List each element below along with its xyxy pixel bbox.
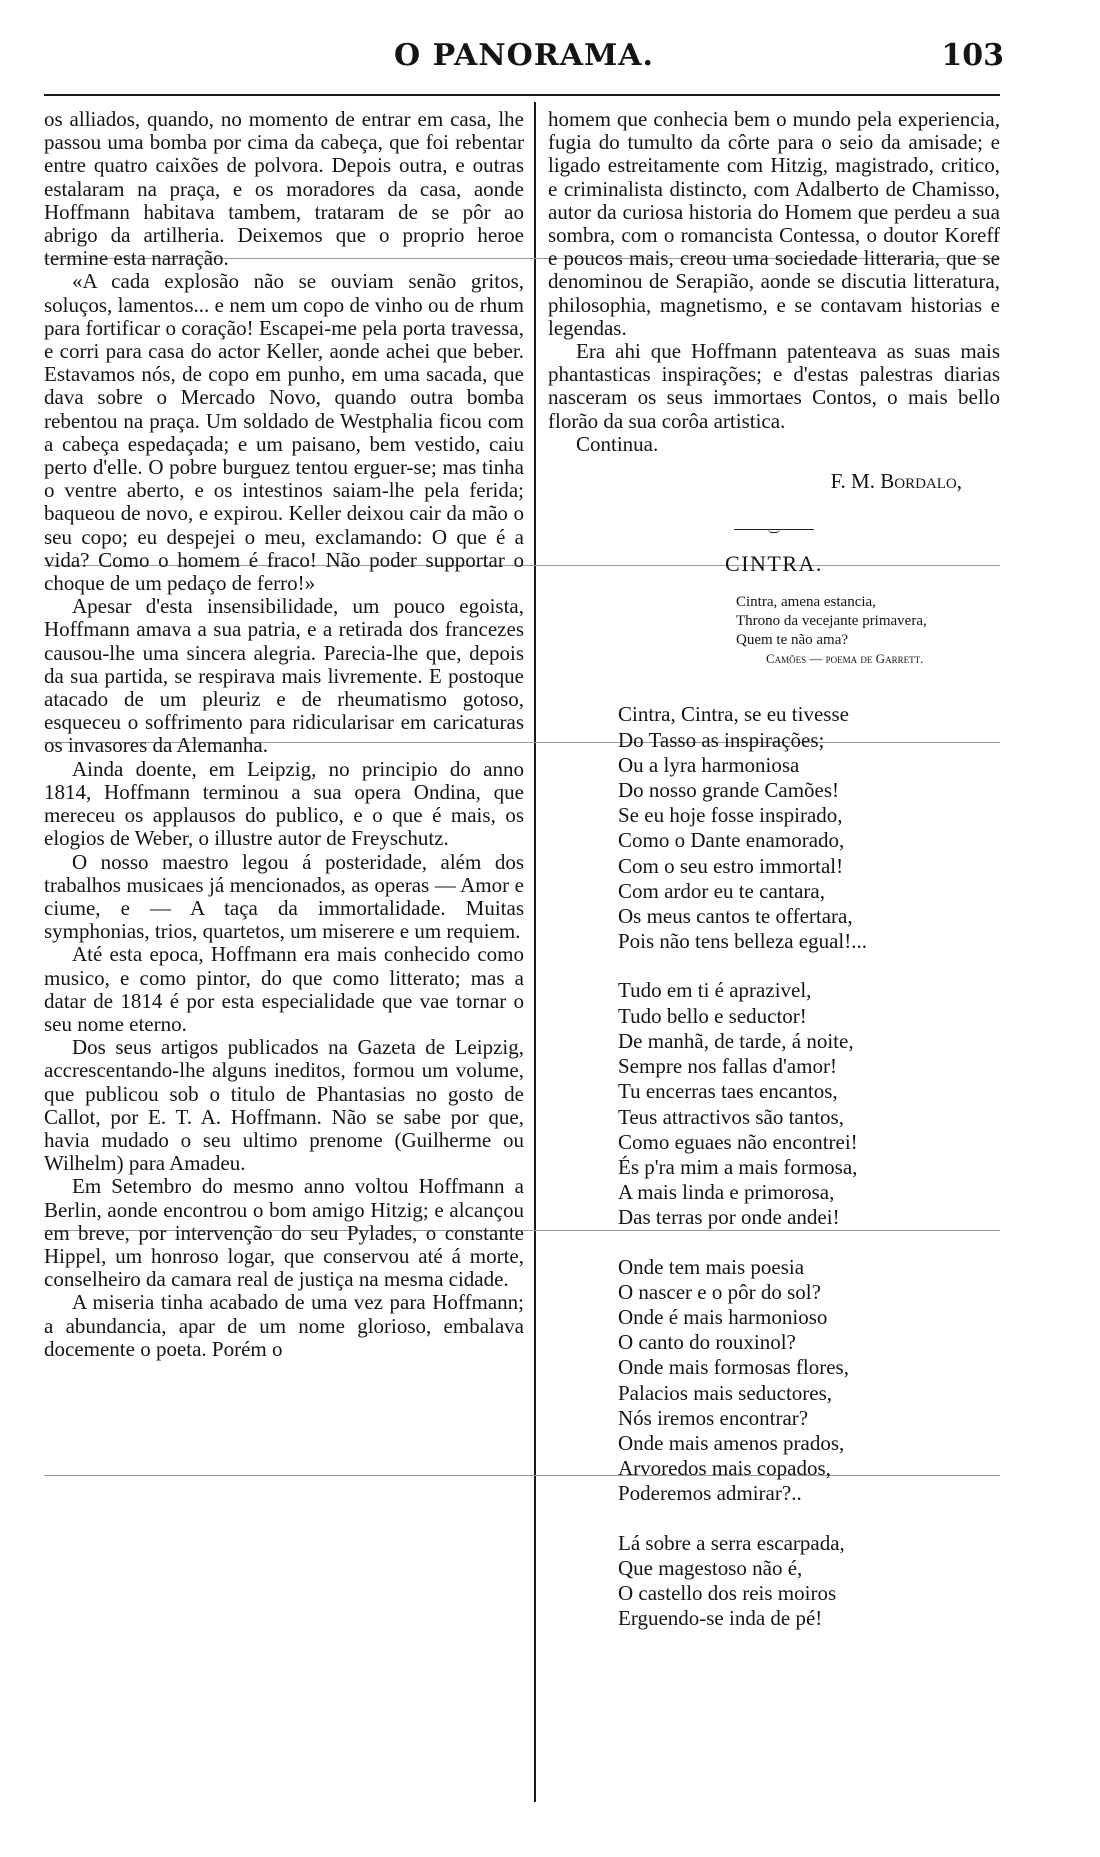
verse-line: Onde mais amenos prados, [618,1430,845,1455]
newspaper-title: O PANORAMA. [394,38,654,73]
verse-line: A mais linda e primorosa, [618,1180,835,1205]
verse-line: Pois não tens belleza egual!... [618,929,868,954]
verse-line: De manhã, de tarde, á noite, [618,1028,854,1053]
epigraph-line: Quem te não ama? [736,632,849,649]
paragraph: os alliados, quando, no momento de entrar em casa, lhe passou uma bomba por cima da cabeça, que foi rebentar entre quatro caixões de polvora. Depois outra, e outras estalaram na praça, e os moradores da casa, aonde Hoffmann habitava tambem, trataram de se pôr ao abrigo da artilheria. Deixemos que o proprio heroe termine esta narração. [44,107,524,271]
verse-line: És p'ra mim a mais formosa, [618,1154,858,1179]
left-column [44,108,524,1361]
verse-line: Poderemos admirar?.. [618,1481,802,1506]
verse-line: Tu encerras taes encantos, [618,1079,838,1104]
verse-line: Com o seu estro immortal! [618,853,844,878]
author-signature [548,470,1000,493]
verse-line: Do Tasso as inspirações; [618,727,825,752]
paragraph: Ainda doente, em Leipzig, no principio do anno 1814, Hoffmann terminou a sua opera Ondina, que mereceu os applausos do publico, e o que é mais, os elogios de Weber, o illustre autor de Freyschutz. [44,756,524,851]
verse-line: Os meus cantos te offertara, [618,904,853,929]
verse-line: Tudo em ti é aprazivel, [618,978,812,1003]
verse-line: Ou a lyra harmoniosa [618,752,800,777]
verse-line: O canto do rouxinol? [618,1330,796,1355]
verse-line: Como o Dante enamorado, [618,828,845,853]
poem-stanza [618,978,1000,1230]
paragraph: Até esta epoca, Hoffmann era mais conhecido como musico, e como pintor, do que como litterato; mas a datar de 1814 é por esta especialidade que vae tornar o seu nome eterno. [44,942,524,1036]
paragraph: Dos seus artigos publicados na Gazeta de Leipzig, accrescentando-lhe alguns ineditos, formou um volume, que publicou sob o titulo de Phantasias no gosto de Callot, por E. T. A. Hoffmann. Não se sabe por que, havia mudado o seu ultimo prenome (Guilherme ou Wilhelm) para Amadeu. [44,1035,524,1176]
continua-note: Continua. [576,431,659,456]
header-rule [44,94,1000,96]
paragraph: homem que conhecia bem o mundo pela experiencia, fugia do tumulto da côrte para o seio da amisade; e ligado estreitamente com Hitzig, magistrado, critico, e criminalista distincto, com Adalberto de Chamisso, autor da curiosa historia do Homem que perdeu a sua sombra, com o romancista Contessa, o doutor Koreff e poucos mais, creou uma sociedade litteraria, que se denominou de Serapião, aonde se discutia litteratura, philosophia, magnetismo, e se contavam historias e legendas. [548,107,1000,340]
verse-line: Onde é mais harmonioso [618,1304,828,1329]
verse-line: Tudo bello e seductor! [618,1003,807,1028]
verse-line: Lá sobre a serra escarpada, [618,1530,845,1555]
author-initials: F. M. [830,469,875,494]
verse-line: Teus attractivos são tantos, [618,1104,844,1129]
poem-stanza [618,1255,1000,1507]
verse-line: Cintra, Cintra, se eu tivesse [618,702,849,727]
verse-line: Sempre nos fallas d'amor! [618,1054,837,1079]
verse-line: Que magestoso não é, [618,1555,803,1580]
section-separator [734,529,814,530]
verse-line: Como eguaes não encontrei! [618,1129,858,1154]
verse-line: Arvoredos mais copados, [618,1456,831,1481]
verse-line: Do nosso grande Camões! [618,778,840,803]
verse-line: Onde tem mais poesia [618,1254,805,1279]
paragraph: O nosso maestro legou á posteridade, além dos trabalhos musicaes já mencionados, as operas — Amor e ciume, e — A taça da immortalidade. Muitas symphonias, trios, quartetos, um miserere e um requiem. [44,849,524,944]
verse-line: Com ardor eu te cantara, [618,878,825,903]
author-surname: Bordalo, [880,469,962,494]
paragraph: Apesar d'esta insensibilidade, um pouco egoista, Hoffmann amava a sua patria, e a retirada dos francezes causou-lhe uma sincera alegria. Parecia-lhe que, depois da sua partida, se respirava mais livremente. E postoque atacado de um pleuriz e de rheumatismo gotoso, esqueceu o soffrimento para ridicularisar em caricaturas os invasores da Alemanha. [44,594,524,758]
paragraph: Era ahi que Hoffmann patenteava as suas mais phantasticas inspirações; e d'estas palestras diarias nasceram os seus immortaes Contos, o mais bello florão da sua corôa artistica. [548,339,1000,433]
poem-title: CINTRA. [725,551,823,577]
poem-stanza [618,702,1000,954]
verse-line: Erguendo-se inda de pé! [618,1606,823,1631]
verse-line: Das terras por onde andei! [618,1205,840,1230]
paragraph: A miseria tinha acabado de uma vez para Hoffmann; a abundancia, apar de um nome glorioso, embalava docemente o poeta. Porém o [44,1290,524,1361]
verse-line: Nós iremos encontrar? [618,1405,809,1430]
page-header [44,38,1004,78]
verse-line: Palacios mais seductores, [618,1380,833,1405]
poem-epigraph [736,593,1000,650]
epigraph-source: Camões — poema de Garrett. [766,651,924,667]
verse-line: O nascer e o pôr do sol? [618,1279,821,1304]
paragraph: «A cada explosão não se ouviam senão gritos, soluços, lamentos... e nem um copo de vinho ou de rhum para fortificar o coração! Escapei-me pela porta travessa, e corri para casa do actor Keller, aonde achei que beber. Estavamos nós, de copo em punho, em uma sacada, que dava sobre o Mercado Novo, quando outra bomba rebentou na praça. Um soldado de Westphalia ficou com a cabeça espedaçada; e um paisano, bem vestido, caiu perto d'elle. O pobre burguez tentou erguer-se; mas tinha o ventre aberto, e os intestinos saiam-lhe pela ferida; baqueou de novo, e expirou. Keller deixou cair da mão o seu copo; eu despejei o meu, exclamando: O que é a vida? Como o homem é fraco! Não poder supportar o choque de um pedaço de ferro!» [44,269,524,596]
epigraph-line: Cintra, amena estancia, [736,594,876,611]
page-number: 103 [941,38,1004,73]
verse-line: O castello dos reis moiros [618,1580,837,1605]
column-divider [534,102,536,1802]
epigraph-line: Throno da vecejante primavera, [736,613,927,630]
right-column [548,108,1000,1631]
paragraph: Em Setembro do mesmo anno voltou Hoffmann a Berlin, aonde encontrou o bom amigo Hitzig; e alcançou em breve, por intervenção do seu Pylades, o constante Hippel, um honroso logar, que conservou até á morte, conselheiro da camara real de justiça na mesma cidade. [44,1174,524,1292]
verse-line: Onde mais formosas flores, [618,1355,849,1380]
verse-line: Se eu hoje fosse inspirado, [618,803,843,828]
poem-stanza [618,1531,1000,1632]
